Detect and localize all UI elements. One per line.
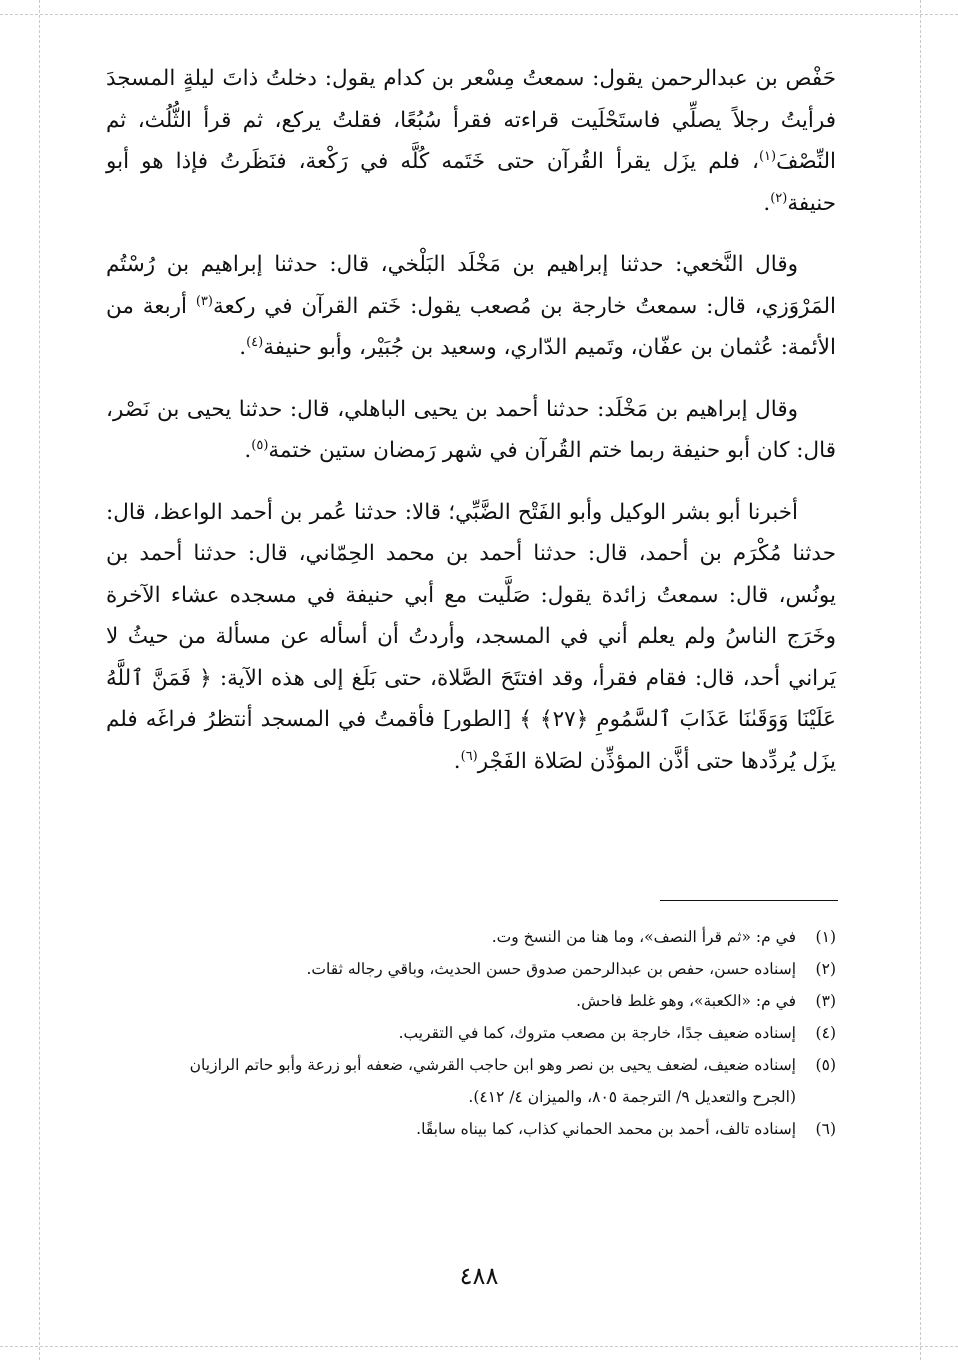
paragraph-text: ، فلم يزَل يقرأ القُرآن حتى خَتَمه كُلَّه في رَكْعة، فنَظَرتُ فإذا هو أبو حنيفة [106,149,836,216]
footnote-number: (٢) [815,960,836,978]
paragraph-text: وقال إبراهيم بن مَخْلَد: حدثنا أحمد بن يحيى الباهلي، قال: حدثنا يحيى بن نَصْر، قال: كان أبو حنيفة ربما ختم القُرآن في شهر رَمضان ستين ختمة [106,396,836,463]
crop-guide-bottom [0,1346,958,1347]
footnote-3 [150,985,836,1017]
paragraph-text: أخبرنا أبو بشر الوكيل وأبو الفَتْح الضَّبِّي؛ قالا: حدثنا عُمر بن أحمد الواعظ، قال: حدثنا مُكْرَم بن أحمد، قال: حدثنا أحمد بن محمد الحِمّاني، قال: حدثنا أحمد بن يونُس، قال: سمعتُ زائدة يقول: صَلَّيت مع أبي حنيفة في مسجده عشاء الآخرة وخَرَج الناسُ ولم يعلم أني في المسجد، وأردتُ أن أسأله عن مسألة من حيثُ لا يَراني أحد، قال: فقام فقرأ، وقد افتتَحَ الصَّلاة، حتى بَلَغ إلى هذه الآية: [106,499,836,691]
crop-guide-top [0,14,958,15]
footnote-text: إسناده حسن، حفص بن عبدالرحمن صدوق حسن الحديث، وباقي رجاله ثقات. [306,960,796,978]
footnote-text: في م: «ثم قرأ النصف»، وما هنا من النسخ وت. [491,928,796,946]
main-text [106,58,836,802]
paragraph-text: حَفْص بن عبدالرحمن يقول: سمعتُ مِسْعر بن كدام يقول: دخلتُ ذاتَ ليلةٍ المسجدَ فرأيتُ رجلاً يصلِّي فاستَحْلَيت قراءته فقرأ سُبُعًا، فقلتُ يركع، ثم قرأ الثُّلُث، ثم النِّصْفَ [106,66,836,174]
paragraph-text: فأقمتُ في المسجد أنتظرُ فراغَه فلم يزَل يُردِّدها حتى أذَّن المؤذِّن لصَلاة الفَجْر [106,707,836,774]
footnote-6 [150,1113,836,1145]
footnote-2 [150,953,836,985]
footnote-text: في م: «الكعبة»، وهو غلط فاحش. [576,992,796,1010]
footnote-ref[interactable]: (١) [758,148,777,164]
footnote-number: (٦) [815,1120,836,1138]
footnote-5 [150,1049,836,1113]
footnote-text: إسناده ضعيف جدًا، خارجة بن مصعب متروك، كما في التقريب. [398,1024,796,1042]
surah-reference: [الطور] [434,707,520,732]
footnote-number: (١) [815,928,836,946]
crop-guide-left [39,0,40,1360]
footnote-ref[interactable]: (٦) [460,748,478,764]
footnote-ref[interactable]: (٣) [195,293,213,309]
footnote-ref[interactable]: (٥) [251,437,269,453]
footnotes [150,921,836,1145]
footnote-ref[interactable]: (٢) [770,190,788,206]
paragraph-2 [106,244,836,369]
paragraph-4 [106,492,836,783]
crop-guide-right [920,0,921,1360]
footnote-number: (٣) [815,992,836,1010]
footnote-ref[interactable]: (٤) [246,334,264,350]
footnote-4 [150,1017,836,1049]
footnote-number: (٥) [815,1056,836,1074]
paragraph-text: . [763,190,771,216]
paragraph-1 [106,58,836,224]
paragraph-text: وقال النَّخعي: حدثنا إبراهيم بن مَخْلَد البَلْخي، قال: حدثنا إبراهيم بن رُسْتُم المَرْوَزي، قال: سمعتُ خارجة بن مُصعب يقول: خَتم القرآن في ركعة [106,252,836,319]
paragraph-text: أربعة من الأئمة: عُثمان بن عفّان، وتَميم الدّاري، وسعيد بن جُبَيْر، وأبو حنيفة [106,293,836,360]
footnote-number: (٤) [815,1024,836,1042]
footnote-1 [150,921,836,953]
footnote-text: إسناده ضعيف، لضعف يحيى بن نصر وهو ابن حاجب القرشي، ضعفه أبو زرعة وأبو حاتم الرازيان (الجرح والتعديل ٩/ الترجمة ٨٠٥، والميزان ٤/ ٤١٢). [189,1056,796,1106]
footnote-text: إسناده تالف، أحمد بن محمد الحماني كذاب، كما بيناه سابقًا. [416,1120,796,1138]
paragraph-3 [106,389,836,472]
paragraph-text: . [453,748,461,774]
page-number: ٤٨٨ [459,1262,499,1290]
paragraph-text: . [239,335,247,360]
quran-verse: ﴿ فَمَنَّ ٱللَّهُ عَلَيْنَا وَوَقَىٰنَا عَذَابَ ٱلسَّمُومِ ﴿٢٧﴾ ﴾ [106,665,836,732]
paragraph-text: . [244,438,252,463]
footnote-separator [660,900,838,901]
